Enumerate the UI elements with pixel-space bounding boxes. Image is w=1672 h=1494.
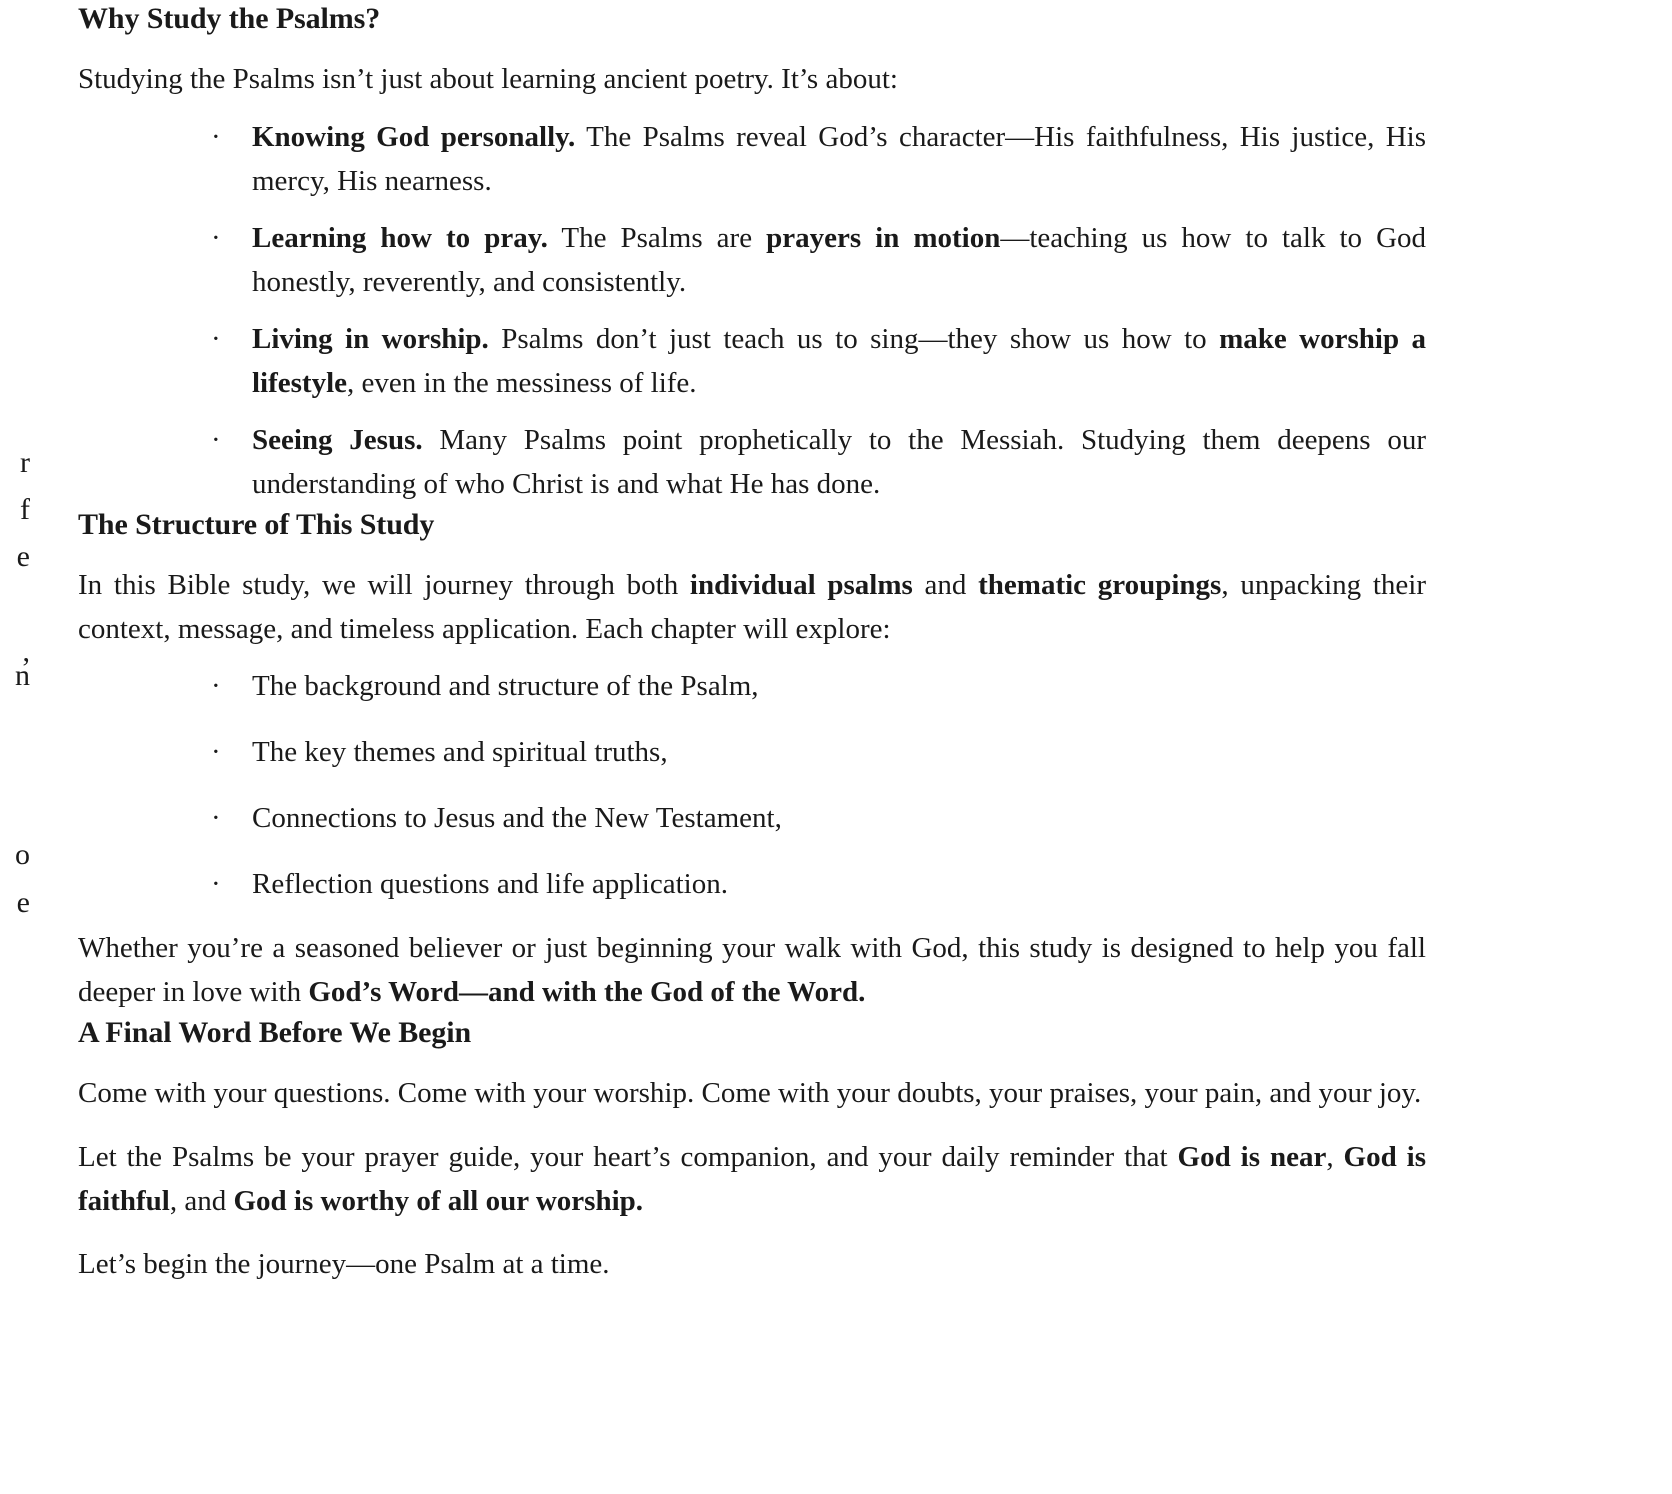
edge-fragment-glyph: e [16,540,30,573]
paragraph-text: , and [169,1184,234,1217]
paragraph-structure-intro [78,563,1426,651]
list-item-text: Many Psalms point prophetically to the Messiah. Studying them deepens our understanding of who Christ is and what He has done. [252,424,1426,501]
bullet-icon: · [211,120,221,153]
list-item-text-tail: , even in the messiness of life. [347,366,697,399]
paragraph-emphasis: God is near [1177,1140,1327,1173]
list-item-text-tail: —teaching us how to talk to God honestly, reverently, and consistently. [252,221,1427,298]
paragraph-lets-begin-the-journey: Let’s begin the journey—one Psalm at a time. [78,1248,610,1281]
list-item-emphasis: make worship a lifestyle [252,322,1427,399]
list-item-lead: Living in worship. [252,322,489,355]
list-item-text: The background and structure of the Psalm, [252,669,759,702]
paragraph-come-with-your-questions: Come with your questions. Come with your worship. Come with your doubts, your praises, your pain, and your joy. [78,1076,1422,1109]
list-item-emphasis: prayers in motion [766,221,1001,254]
list-item [78,730,1426,774]
paragraph-emphasis: thematic groupings [978,568,1222,601]
list-item-text: The Psalms reveal God’s character—His faithfulness, His justice, His mercy, His nearness. [252,120,1426,197]
edge-fragment-glyph: n [15,659,30,692]
bullet-icon: · [211,669,221,702]
edge-fragment-glyph: f [20,493,30,526]
list-item-lead: Seeing Jesus. [252,424,423,457]
edge-fragment-glyph: r [20,446,30,479]
list-item [78,862,1426,906]
adjacent-column-fragments [0,0,44,1494]
paragraph-emphasis: God is worthy of all our worship. [233,1184,644,1217]
paragraph-text: and [912,568,979,601]
list-item [78,796,1426,840]
list-item-text: Psalms don’t just teach us to sing—they show us how to [488,322,1220,355]
heading-structure-of-this-study: The Structure of This Study [78,508,435,542]
bullet-list-why-study [78,115,1426,507]
heading-why-study-the-psalms: Why Study the Psalms? [78,2,381,35]
paragraph-whether-closing [78,926,1426,1014]
bullet-list-chapter-contents [78,664,1426,906]
list-item [78,317,1426,405]
bullet-icon: · [211,424,221,457]
edge-fragment-glyph: , [22,635,30,668]
list-item-text: The Psalms are [547,221,767,254]
paragraph-emphasis: individual psalms [689,568,913,601]
paragraph-text: Let the Psalms be your prayer guide, your heart’s companion, and your daily reminder that [78,1140,1178,1173]
edge-fragment-glyph: e [16,886,30,919]
list-item [78,115,1426,203]
document-content-column [78,0,1426,1286]
list-item [78,664,1426,708]
paragraph-text: In this Bible study, we will journey through both [78,568,690,601]
paragraph-emphasis: God is faithful [78,1140,1427,1217]
paragraph-let-the-psalms [78,1135,1426,1223]
heading-a-final-word-before-we-begin: A Final Word Before We Begin [78,1016,472,1050]
paragraph-text: , unpacking their context, message, and timeless application. Each chapter will explore: [78,568,1426,645]
bullet-icon: · [211,322,221,355]
list-item [78,418,1426,506]
edge-fragment-glyph: o [15,838,30,871]
list-item-lead: Learning how to pray. [252,221,548,254]
bullet-icon: · [211,735,221,768]
bullet-icon: · [211,868,221,901]
list-item-text: Connections to Jesus and the New Testament, [252,802,782,835]
bullet-icon: · [211,802,221,835]
list-item-text: Reflection questions and life application. [252,868,728,901]
paragraph-text: Whether you’re a seasoned believer or just beginning your walk with God, this study is designed to help you fall deeper in love with [78,932,1426,1009]
paragraph-why-intro: Studying the Psalms isn’t just about learning ancient poetry. It’s about: [78,62,898,95]
paragraph-text: , [1326,1140,1344,1173]
paragraph-emphasis: God’s Word—and with the God of the Word. [308,976,866,1009]
bullet-icon: · [211,221,221,254]
list-item [78,216,1426,304]
list-item-text: The key themes and spiritual truths, [252,735,668,768]
list-item-lead: Knowing God personally. [252,120,576,153]
